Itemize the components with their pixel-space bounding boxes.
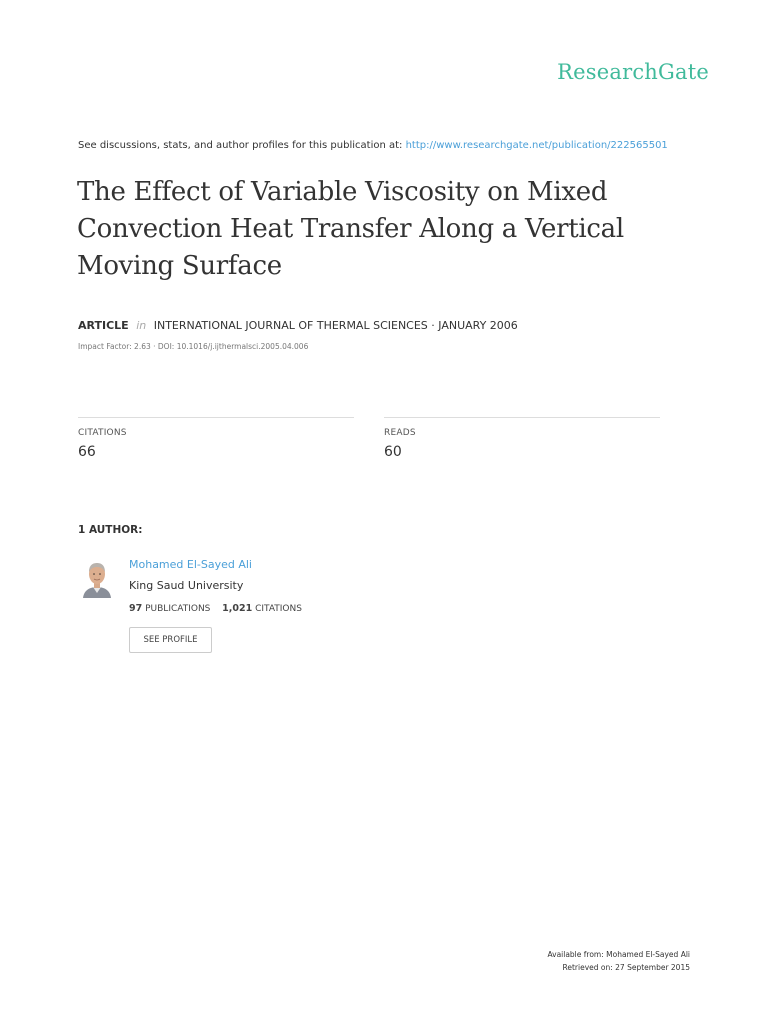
- researchgate-logo[interactable]: ResearchGate: [557, 60, 709, 84]
- publication-type: ARTICLE: [78, 319, 129, 332]
- journal-date: INTERNATIONAL JOURNAL OF THERMAL SCIENCES · JANUARY 2006: [153, 319, 518, 332]
- publication-link[interactable]: http://www.researchgate.net/publication/222565501: [405, 140, 668, 151]
- author-citations-label: CITATIONS: [255, 604, 302, 614]
- in-word: in: [136, 319, 147, 332]
- author-citations-count: 1,021: [222, 603, 253, 614]
- author-name[interactable]: Mohamed El-Sayed Ali: [129, 558, 252, 571]
- reads-stat: [384, 417, 660, 460]
- citations-value: 66: [78, 444, 96, 460]
- author-affiliation: King Saud University: [129, 579, 244, 592]
- publication-title: [77, 174, 697, 285]
- discussion-line: [78, 140, 668, 151]
- title-line-2: Convection Heat Transfer Along a Vertical: [77, 214, 624, 244]
- retrieval-footer: [547, 948, 690, 974]
- reads-value: 60: [384, 444, 402, 460]
- citations-stat: [78, 417, 354, 460]
- discussion-prefix: See discussions, stats, and author profiles for this publication at:: [78, 140, 403, 151]
- author-stats: [129, 603, 302, 614]
- reads-label: READS: [384, 428, 416, 438]
- title-line-1: The Effect of Variable Viscosity on Mixed: [77, 177, 608, 207]
- retrieved-on: Retrieved on: 27 September 2015: [562, 963, 690, 972]
- impact-doi: Impact Factor: 2.63 · DOI: 10.1016/j.ijthermalsci.2005.04.006: [78, 342, 309, 351]
- author-publications-label: PUBLICATIONS: [145, 604, 211, 614]
- citations-label: CITATIONS: [78, 428, 127, 438]
- available-from: Available from: Mohamed El-Sayed Ali: [547, 950, 690, 959]
- authors-heading: 1 AUTHOR:: [78, 524, 143, 536]
- see-profile-button[interactable]: SEE PROFILE: [129, 627, 212, 653]
- author-publications-count: 97: [129, 603, 143, 614]
- author-avatar[interactable]: [81, 560, 113, 598]
- publication-meta: [78, 319, 518, 332]
- title-line-3: Moving Surface: [77, 251, 282, 281]
